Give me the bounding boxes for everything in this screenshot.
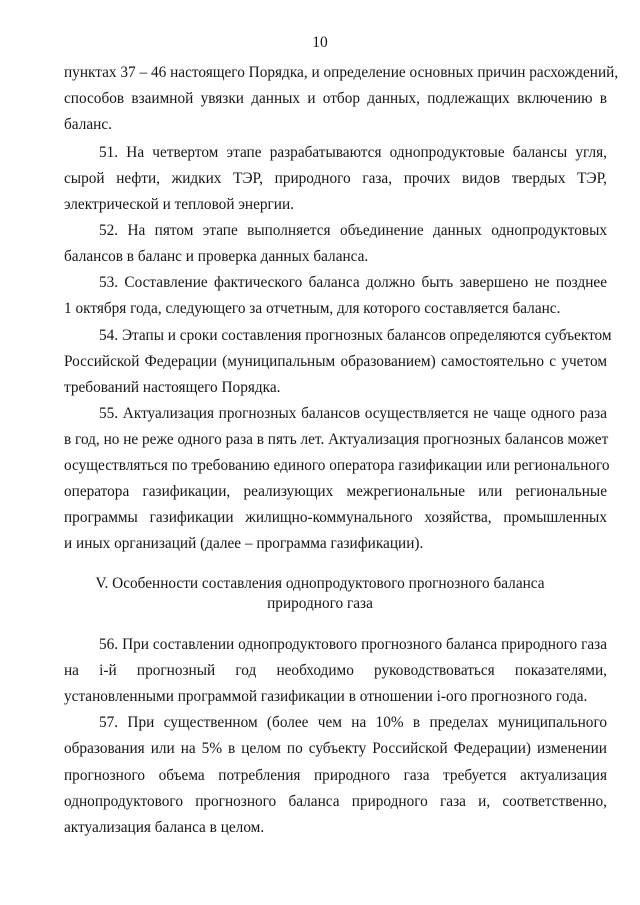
text-line: требований настоящего Порядка. bbox=[64, 379, 281, 396]
text-line: электрической и тепловой энергии. bbox=[64, 196, 295, 213]
paragraph-51-first-line: 51. На четвертом этапе разрабатываются однопродуктовые балансы угля, bbox=[99, 144, 607, 161]
paragraph-52-first-line: 52. На пятом этапе выполняется объединение данных однопродуктовых bbox=[99, 222, 607, 239]
text-line: сырой нефти, жидких ТЭР, природного газа, прочих видов твердых ТЭР, bbox=[64, 170, 607, 187]
paragraph-55-first-line: 55. Актуализация прогнозных балансов осуществляется не чаще одного раза bbox=[99, 405, 607, 422]
page-number: 10 bbox=[312, 34, 328, 51]
text-line: программы газификации жилищно-коммунального хозяйства, промышленных bbox=[64, 509, 607, 526]
text-line: в год, но не реже одного раза в пять лет. Актуализация прогнозных балансов может bbox=[64, 431, 609, 448]
text-line: установленными программой газификации в отношении i-ого прогнозного года. bbox=[64, 688, 588, 705]
text-line: способов взаимной увязки данных и отбор данных, подлежащих включению в bbox=[64, 90, 607, 107]
text-line: прогнозного объема потребления природного газа требуется актуализация bbox=[64, 767, 607, 784]
section-heading-line-1: V. Особенности составления однопродуктового прогнозного баланса bbox=[95, 575, 545, 592]
text-line: однопродуктового прогнозного баланса природного газа и, соответственно, bbox=[64, 793, 607, 810]
text-line: актуализация баланса в целом. bbox=[64, 819, 265, 836]
section-heading-line-2: природного газа bbox=[267, 595, 373, 612]
text-line: осуществляться по требованию единого оператора газификации или регионального bbox=[64, 457, 610, 474]
text-line: балансов в баланс и проверка данных баланса. bbox=[64, 248, 369, 265]
text-line: оператора газификации, реализующих межрегиональные или региональные bbox=[64, 483, 607, 500]
paragraph-57-first-line: 57. При существенном (более чем на 10% в пределах муниципального bbox=[99, 714, 607, 731]
paragraph-54-first-line: 54. Этапы и сроки составления прогнозных балансов определяются субъектом bbox=[99, 327, 612, 344]
paragraph-56-first-line: 56. При составлении однопродуктового прогнозного баланса природного газа bbox=[99, 636, 607, 653]
text-line: пунктах 37 – 46 настоящего Порядка, и определение основных причин расхождений, bbox=[64, 64, 619, 81]
paragraph-53-first-line: 53. Составление фактического баланса должно быть завершено не позднее bbox=[99, 274, 607, 291]
text-line: на i-й прогнозный год необходимо руководствоваться показателями, bbox=[64, 662, 607, 679]
text-line: и иных организаций (далее – программа газификации). bbox=[64, 535, 424, 552]
text-line: баланс. bbox=[64, 116, 112, 133]
text-line: 1 октября года, следующего за отчетным, для которого составляется баланс. bbox=[64, 300, 561, 317]
text-line: Российской Федерации (муниципальным образованием) самостоятельно с учетом bbox=[64, 353, 607, 370]
text-line: образования или на 5% в целом по субъекту Российской Федерации) изменении bbox=[64, 740, 607, 757]
